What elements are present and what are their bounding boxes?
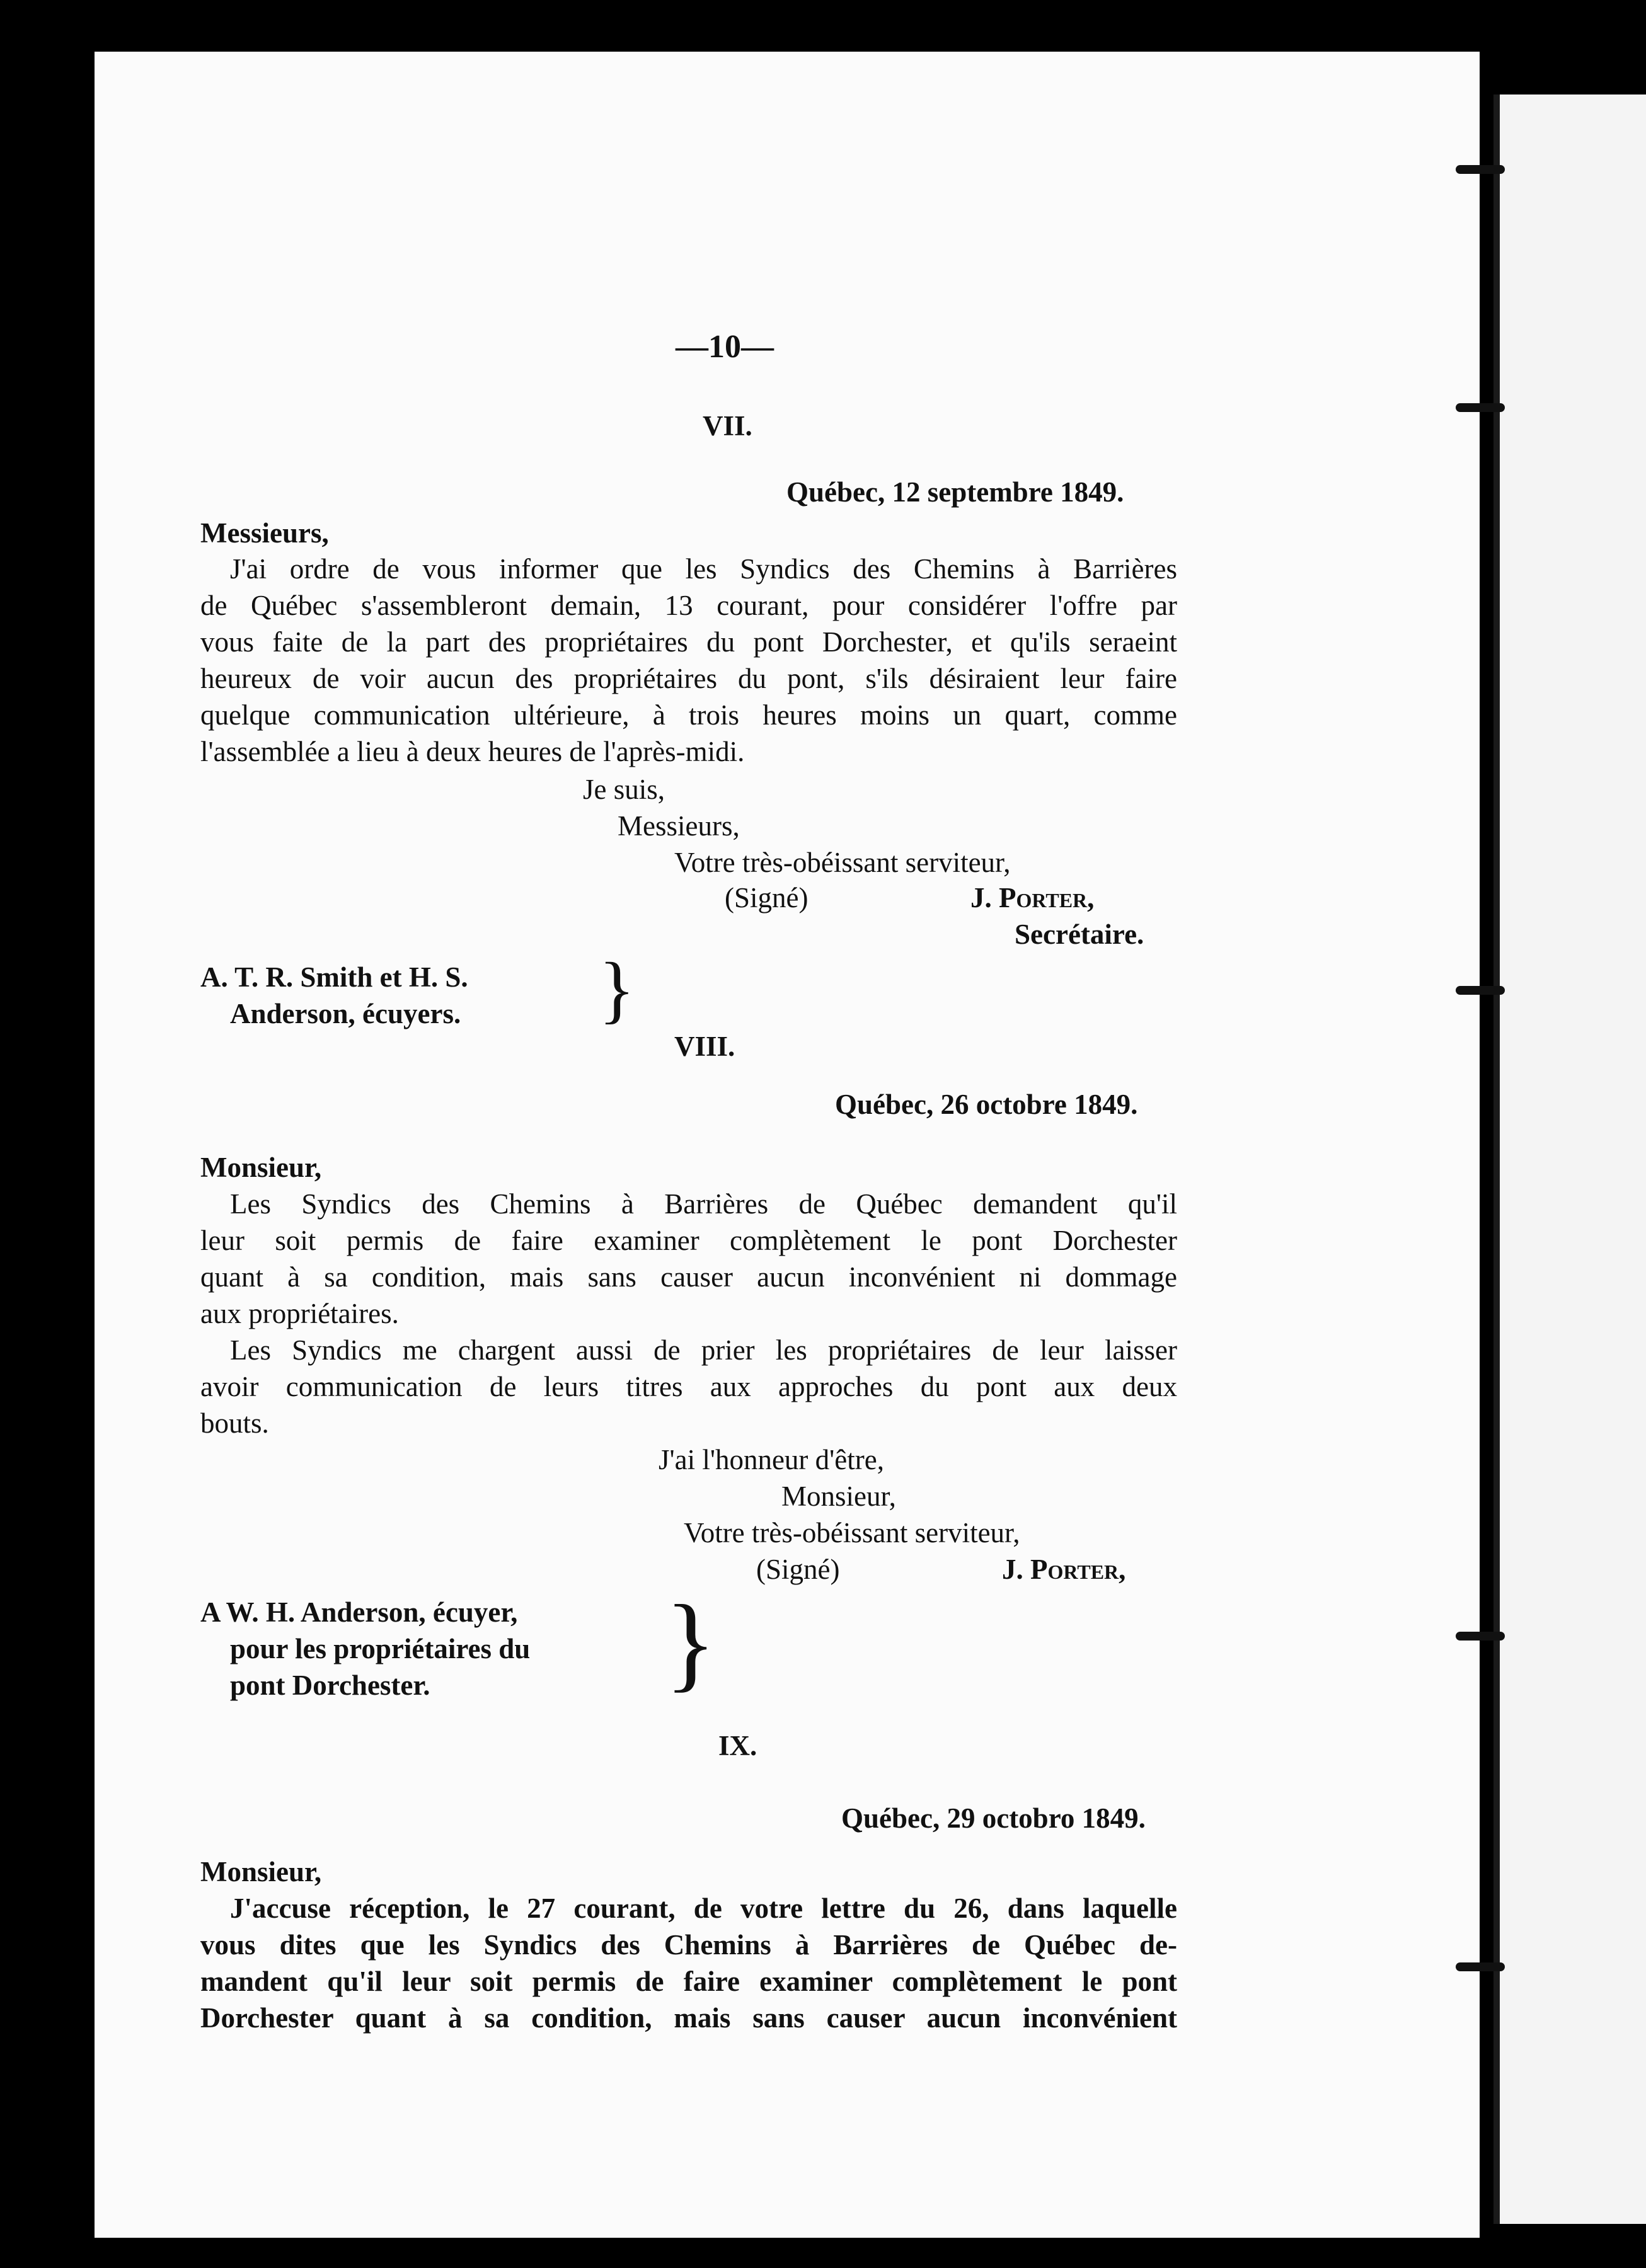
letter-viii-addressee-brace: } [665, 1583, 717, 1702]
letter-viii-salutation: Monsieur, [200, 1152, 322, 1183]
letter-viii-para2-line-2: avoir communication de leurs titres aux approches du pont aux deux [200, 1371, 1177, 1402]
letter-vii-body-line-2: de Québec s'assembleront demain, 13 courant, pour considérer l'offre par [200, 590, 1177, 621]
letter-viii-addressee-1: A W. H. Anderson, écuyer, [200, 1596, 518, 1628]
binding-mark-4 [1456, 1632, 1505, 1641]
letter-vii-signer-title: Secrétaire. [1015, 919, 1144, 950]
letter-vii-body-line-3: vous faite de la part des propriétaires du pont Dorchester, et qu'ils seraeint [200, 626, 1177, 658]
letter-vii-date: Québec, 12 septembre 1849. [786, 476, 1124, 508]
letter-vii-body-line-6: l'assemblée a lieu à deux heures de l'après-midi. [200, 736, 745, 767]
letter-vii-closing-3: Votre très-obéissant serviteur, [674, 847, 1011, 878]
letter-ix-body-line-2: vous dites que les Syndics des Chemins à Barrières de Québec de- [200, 1929, 1177, 1961]
letter-vii-closing-1: Je suis, [583, 774, 665, 805]
letter-viii-para1-line-1: Les Syndics des Chemins à Barrières de Québec demandent qu'il [230, 1188, 1177, 1220]
letter-vii-addressee-brace: } [599, 947, 635, 1031]
letter-viii-numeral: VIII. [674, 1031, 735, 1062]
page-number: —10— [676, 329, 774, 365]
letter-vii-signed: (Signé) [725, 882, 809, 914]
letter-viii-para2-line-1: Les Syndics me chargent aussi de prier les propriétaires de leur laisser [230, 1334, 1177, 1366]
binding-mark-5 [1456, 1962, 1505, 1971]
letter-ix-date: Québec, 29 octobro 1849. [841, 1802, 1146, 1834]
letter-vii-numeral: VII. [703, 410, 752, 442]
letter-ix-body-line-3: mandent qu'il leur soit permis de faire examiner complètement le pont [200, 1966, 1177, 1997]
letter-vii-closing-2: Messieurs, [618, 810, 740, 842]
letter-ix-body-line-4: Dorchester quant à sa condition, mais sans causer aucun inconvénient [200, 2002, 1177, 2034]
letter-ix-salutation: Monsieur, [200, 1856, 322, 1887]
letter-vii-signer: J. Porter, [970, 882, 1095, 914]
letter-viii-signer: J. Porter, [1002, 1554, 1126, 1585]
letter-viii-closing-1: J'ai l'honneur d'être, [659, 1444, 884, 1475]
binding-mark-3 [1456, 986, 1505, 995]
letter-ix-numeral: IX. [718, 1730, 757, 1761]
adjacent-page-edge [1493, 94, 1646, 2224]
binding-mark-1 [1456, 165, 1505, 174]
letter-vii-body-line-5: quelque communication ultérieure, à trois heures moins un quart, comme [200, 699, 1177, 731]
letter-viii-addressee-3: pont Dorchester. [230, 1670, 430, 1701]
letter-viii-addressee-2: pour les propriétaires du [230, 1633, 531, 1664]
letter-vii-body-line-4: heureux de voir aucun des propriétaires du pont, s'ils désiraient leur faire [200, 663, 1177, 694]
letter-viii-para1-line-4: aux propriétaires. [200, 1298, 399, 1329]
letter-ix-body-line-1: J'accuse réception, le 27 courant, de votre lettre du 26, dans laquelle [230, 1893, 1177, 1924]
letter-viii-date: Québec, 26 octobre 1849. [835, 1089, 1138, 1120]
letter-vii-addressee-1: A. T. R. Smith et H. S. [200, 961, 468, 993]
letter-viii-para1-line-2: leur soit permis de faire examiner complètement le pont Dorchester [200, 1225, 1177, 1256]
binding-mark-2 [1456, 403, 1505, 412]
letter-viii-para2-line-3: bouts. [200, 1407, 269, 1439]
letter-vii-addressee-2: Anderson, écuyers. [230, 998, 461, 1029]
letter-viii-closing-3: Votre très-obéissant serviteur, [684, 1517, 1020, 1549]
letter-vii-salutation: Messieurs, [200, 517, 329, 549]
letter-viii-closing-2: Monsieur, [781, 1480, 896, 1512]
letter-viii-para1-line-3: quant à sa condition, mais sans causer aucun inconvénient ni dommage [200, 1261, 1177, 1293]
letter-viii-signed: (Signé) [756, 1554, 840, 1585]
letter-vii-body-line-1: J'ai ordre de vous informer que les Syndics des Chemins à Barrières [230, 553, 1177, 585]
book-page [95, 52, 1480, 2238]
